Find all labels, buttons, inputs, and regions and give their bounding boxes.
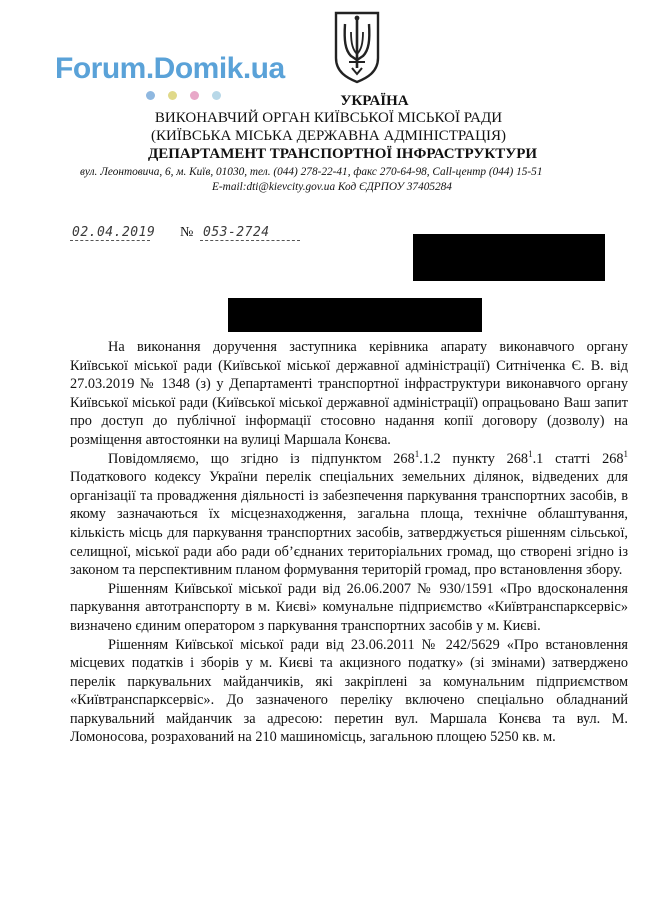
paragraph-2: Повідомляємо, що згідно із підпунктом $268^1.1.2$ пункту $268^1.1$ статті $268^1$ Податкового кодексу України перелік спеціальних земельних ділянок, відведених для організації та провадження діяльності із забезпечення паркування транспортних засобів, в якому зазначаються їх місцезнаходження, загальна площа, технічне облаштування, кількість місць для паркування транспортних засобів, затверджується рішенням сільської, селищної, міської ради або ради об’єднаних територіальних громад, що створені згідно із законом та перспективним планом формування територій громад, про встановлення збору. bbox=[70, 448, 629, 579]
letter-body bbox=[70, 338, 628, 747]
redacted-addressee-block bbox=[228, 298, 482, 332]
header-organization: ВИКОНАВЧИЙ ОРГАН КИЇВСЬКОЇ МІСЬКОЇ РАДИ bbox=[154, 110, 503, 126]
header-department: ДЕПАРТАМЕНТ ТРАНСПОРТНОЇ ІНФРАСТРУКТУРИ bbox=[147, 146, 538, 162]
header-organization-alt: (КИЇВСЬКА МІСЬКА ДЕРЖАВНА АДМІНІСТРАЦІЯ) bbox=[151, 128, 506, 144]
trident-coat-of-arms-icon bbox=[333, 10, 381, 84]
paragraph-3: Рішенням Київської міської ради від 26.06.2007 № 930/1591 «Про вдосконалення паркування автотранспорту в м. Києві» комунальне підприємство «Київтранспарксервіс» визначено єдиним оператором з паркування транспортних засобів у м. Києві. bbox=[70, 580, 628, 634]
watermark-logo: Forum.Domik.ua bbox=[55, 52, 285, 85]
paragraph-4: Рішенням Київської міської ради від 23.06.2011 № 242/5629 «Про встановлення місцевих податків і зборів у м. Києві та акцизного податку» (зі змінами) затверджено перелік паркувальних майданчиків, які закріплені за комунальним підприємством «Київтранспарксервіс». До зазначеного переліку включено спеціально обладнаний паркувальний майданчик за адресою: перетин вул. Маршала Конєва та вул. М. Ломоносова, розрахований на 210 машиномісць, загальною площею 5250 кв. м. bbox=[70, 636, 628, 746]
header-address: вул. Леонтовича, 6, м. Київ, 01030, тел. (044) 278-22-41, факс 270-64-98, Call-центр (044) 15-51 bbox=[80, 166, 543, 178]
number-underline bbox=[200, 240, 300, 241]
header-contacts: E-mail:dti@kievcity.gov.ua Код ЄДРПОУ 37405284 bbox=[212, 181, 452, 193]
date-underline bbox=[70, 240, 150, 241]
registration-number: 053-2724 bbox=[203, 225, 270, 240]
registration-number-sign: № bbox=[180, 225, 194, 240]
redacted-recipient-block bbox=[413, 234, 605, 281]
registration-date: 02.04.2019 bbox=[72, 225, 156, 240]
header-country: УКРАЇНА bbox=[340, 93, 409, 109]
paragraph-1: На виконання доручення заступника керівника апарату виконавчого органу Київської міської ради (Київської міської державної адміністрації) Ситніченка Є. В. від 27.03.2019 № 1348 (з) у Департаменті транспортної інфраструктури виконавчого органу Київської міської ради (Київської міської державної адміністрації) опрацьовано Ваш запит про доступ до публічної інформації стосовно надання копії договору (дозволу) на розміщення автостоянки на вулиці Маршала Конєва. bbox=[70, 339, 628, 448]
